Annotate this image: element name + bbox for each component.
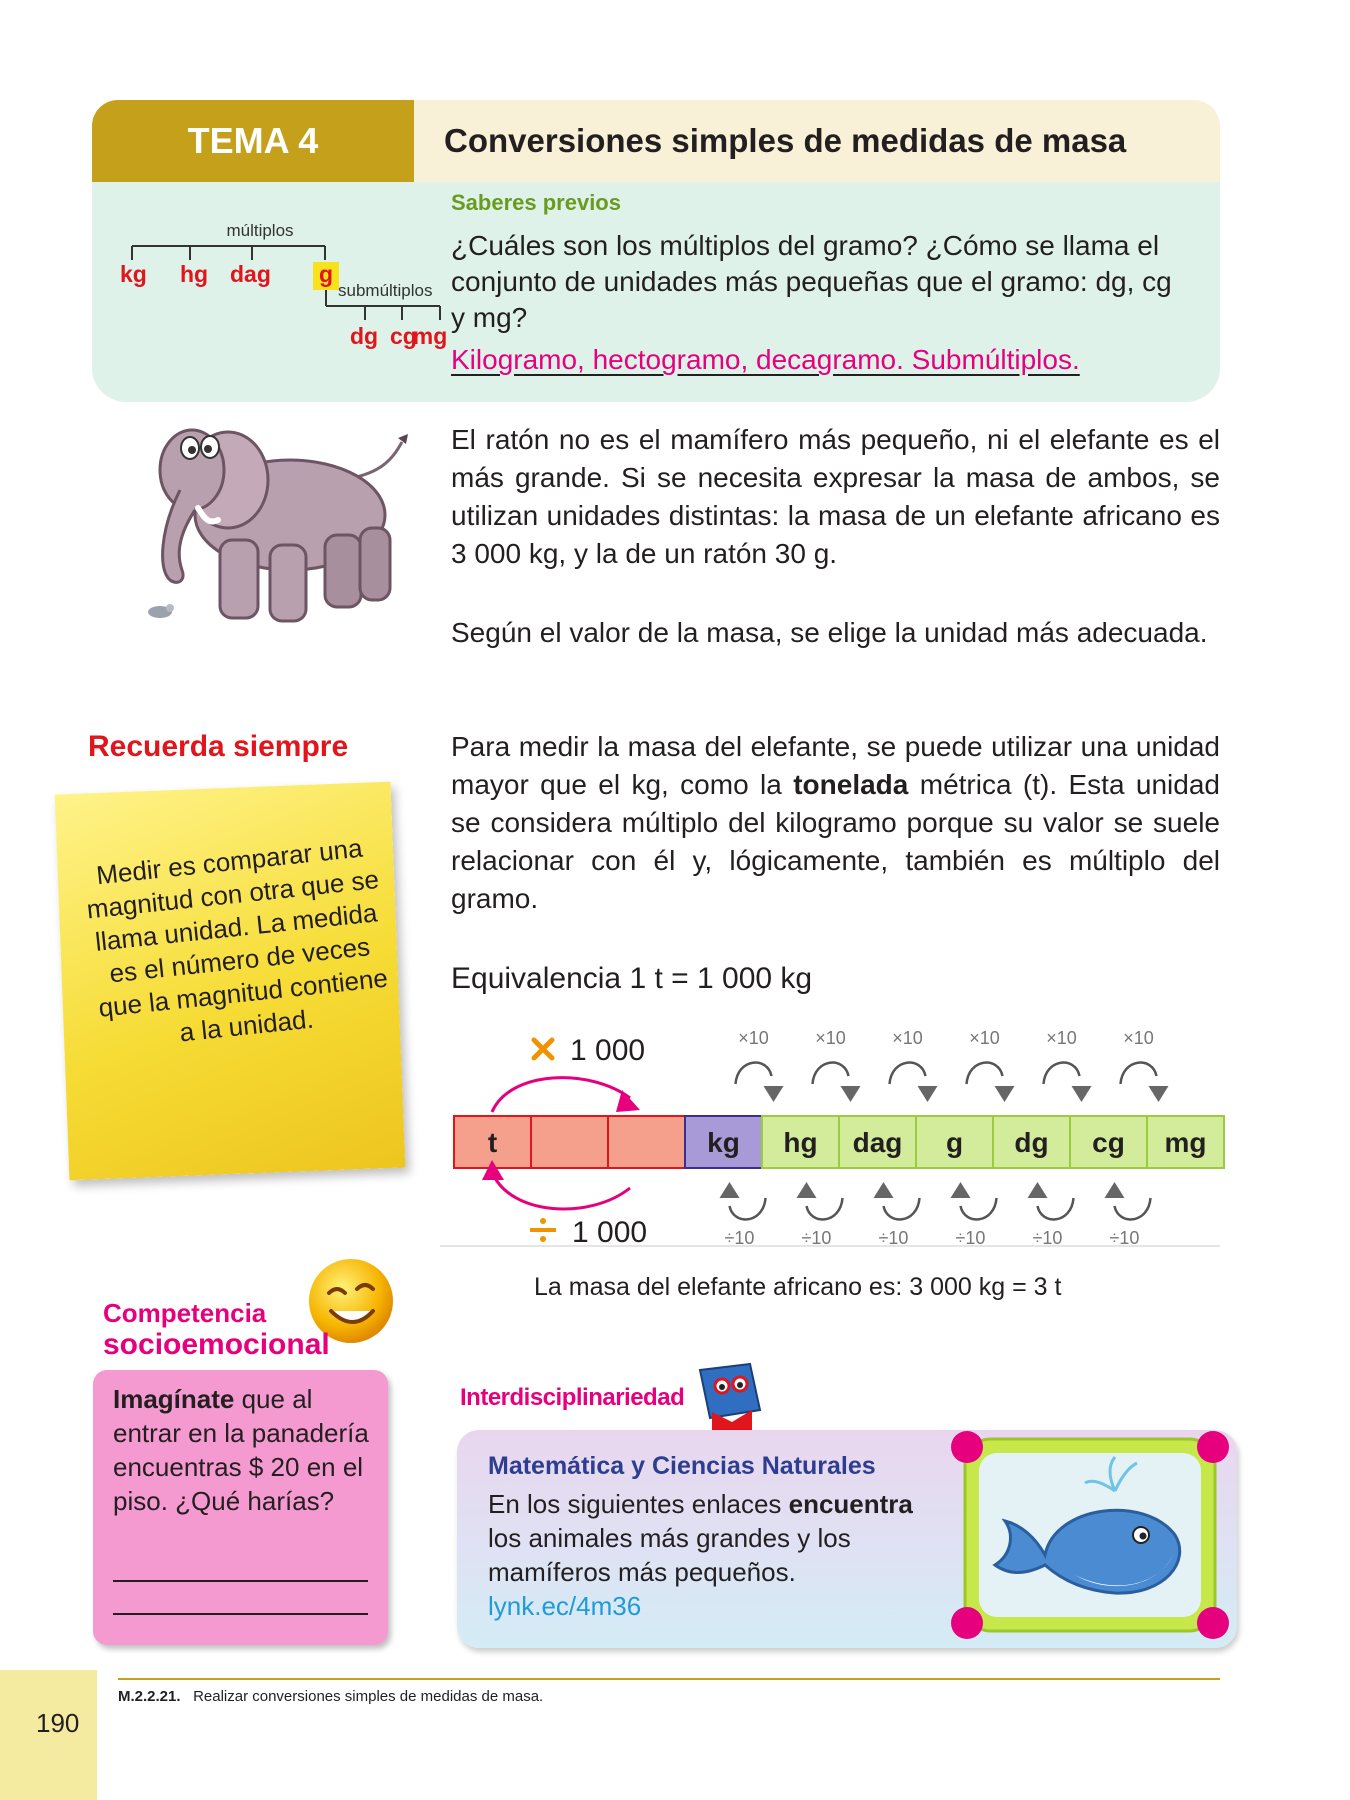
multiply-step-label: ×10 [1123,1028,1154,1048]
multiply-arrowhead [616,1090,640,1112]
unit-kg: kg [120,261,147,287]
unit-mg: mg [412,323,448,349]
unit-cell-label: dag [852,1127,903,1158]
divide-step-arrowhead [720,1182,740,1198]
divide-step-arrowhead [874,1182,894,1198]
conversion-diagram [440,1020,1230,1260]
multiply-step-label: ×10 [738,1028,769,1048]
divide-step-arrowhead [1028,1182,1048,1198]
lesson-title: Conversiones simples de medidas de masa [444,122,1127,159]
competencia-title: Competencia [103,1298,267,1328]
divide-icon [530,1218,556,1242]
answer-line-2[interactable] [113,1613,368,1615]
socioemocional-title: socioemocional [103,1328,330,1361]
divide-step-label: ÷10 [801,1228,832,1248]
divide-step-arrowhead [797,1182,817,1198]
multiply-step-arrowhead [1149,1086,1169,1102]
unit-hg: hg [180,261,209,287]
competencia-bold: Imagínate [113,1384,235,1414]
divide-step-arc [730,1198,766,1219]
multiply-step-arc [813,1063,849,1084]
multiply-step-arrowhead [764,1086,784,1102]
unit-cell [608,1116,685,1168]
divide-step-arc [1115,1198,1151,1219]
multiply-step-label: ×10 [969,1028,1000,1048]
tema-badge [92,100,414,182]
divide-step-label: ÷10 [1032,1228,1063,1248]
divide-step-label: ÷10 [878,1228,909,1248]
recuerda-title: Recuerda siempre [88,730,349,763]
unit-cg: cg [390,323,417,349]
unit-cell [531,1116,608,1168]
elephant-illustration [140,420,420,630]
saberes-heading: Saberes previos [451,190,621,215]
unit-cell-label: kg [707,1127,740,1158]
competencia-box [93,1370,388,1645]
multiply-step-label: ×10 [815,1028,846,1048]
tonelada-text-b: métrica (t). Esta unidad se considera múltiplo del kilogramo porque su valor se suele relacionar con él y, lógicamente, también es múltiplo del gramo. [451,769,1220,914]
resource-link[interactable]: lynk.ec/4m36 [488,1591,642,1621]
page-number: 190 [36,1708,80,1738]
unit-dg: dg [350,323,379,349]
multiply-step-arrowhead [841,1086,861,1102]
unit-scale-diagram [110,192,450,352]
multiply-step-arc [890,1063,926,1084]
divide-amount: 1 000 [572,1216,648,1249]
tonelada-bold: tonelada [793,769,909,800]
competencia-text [113,1382,378,1518]
unit-cell-label: mg [1164,1127,1207,1158]
sticky-note-text: Medir es comparar una magnitud con otra que se llama unidad. La medida es el número de veces que la magnitud contiene a la unidad. [85,832,390,1048]
multiplos-bracket [132,246,325,260]
skill-description: Realizar conversiones simples de medidas de masa. [193,1688,544,1705]
multiply-step-arrowhead [995,1086,1015,1102]
divide-arc [492,1172,630,1209]
answer-line-1[interactable] [113,1580,368,1582]
submultiplos-label: submúltiplos [338,281,433,300]
interdisciplinariedad-subtitle: Matemática y Ciencias Naturales [488,1452,876,1480]
multiply-arc [492,1078,630,1112]
footer-skill [118,1688,543,1705]
intro-paragraph: El ratón no es el mamífero más pequeño, ni el elefante es el más grande. Si se necesita expresar la masa de ambos, se utilizan unidades distintas: la masa de un elefante africano es 3 000 kg, y la de un ratón 30 g. [451,424,1220,569]
divide-step-arc [807,1198,843,1219]
tonelada-paragraph [451,728,1220,918]
multiply-icon [534,1040,552,1058]
skill-code: M.2.2.21. [118,1688,181,1705]
divide-step-arc [961,1198,997,1219]
multiply-amount: 1 000 [570,1034,646,1067]
unit-cell-label: cg [1092,1127,1125,1158]
multiply-step-arrowhead [918,1086,938,1102]
multiply-step-arc [1044,1063,1080,1084]
lesson-header [92,100,1220,182]
tema-label: TEMA 4 [187,120,319,161]
multiply-step-label: ×10 [892,1028,923,1048]
divide-step-arc [1038,1198,1074,1219]
title-bar [414,100,1220,182]
divide-step-arc [884,1198,920,1219]
inter-text-a: En los siguientes enlaces [488,1489,789,1519]
divide-step-label: ÷10 [724,1228,755,1248]
multiplos-label: múltiplos [226,221,294,240]
unit-bar [454,1116,1224,1168]
tonelada-text-a: Para medir la masa del elefante, se puede utilizar una unidad mayor que el kg, como la [451,731,1220,800]
footer-divider [118,1678,1220,1680]
unit-g: g [318,261,334,287]
interdisciplinariedad-title: Interdisciplinariedad [460,1384,685,1411]
unit-cell-label: t [487,1127,498,1158]
saberes-previos-panel [92,182,1220,402]
multiply-step-label: ×10 [1046,1028,1077,1048]
divide-step-label: ÷10 [1109,1228,1140,1248]
unit-cell-label: hg [783,1127,818,1158]
equivalencia-text: Equivalencia 1 t = 1 000 kg [451,962,813,995]
unit-dag: dag [230,261,271,287]
unit-cell-label: g [945,1127,964,1158]
unit-choice-paragraph: Según el valor de la masa, se elige la unidad más adecuada. [451,617,1208,648]
saberes-answer: Kilogramo, hectogramo, decagramo. Submúltiplos. [451,344,1080,375]
multiply-step-arc [1121,1063,1157,1084]
inter-text-bold: encuentra [788,1489,913,1519]
elephant-mass-result: La masa del elefante africano es: 3 000 kg = 3 t [534,1273,1062,1301]
multiply-step-arc [736,1063,772,1084]
unit-cell-label: dg [1014,1127,1049,1158]
whale-illustration [945,1425,1235,1647]
divide-step-label: ÷10 [955,1228,986,1248]
book-mascot-icon [690,1360,770,1440]
inter-text-b: los animales más grandes y los mamíferos más pequeños. [488,1523,851,1587]
divide-step-arrowhead [1105,1182,1125,1198]
interdisciplinariedad-text [488,1487,928,1623]
divide-step-arrowhead [951,1182,971,1198]
multiply-step-arrowhead [1072,1086,1092,1102]
multiply-step-arc [967,1063,1003,1084]
competencia-question: que al entrar en la panadería encuentras $ 20 en el piso. ¿Qué harías? [113,1384,369,1516]
saberes-question: ¿Cuáles son los múltiplos del gramo? ¿Cómo se llama el conjunto de unidades más pequeñas que el gramo: dg, cg y mg? [451,230,1172,333]
